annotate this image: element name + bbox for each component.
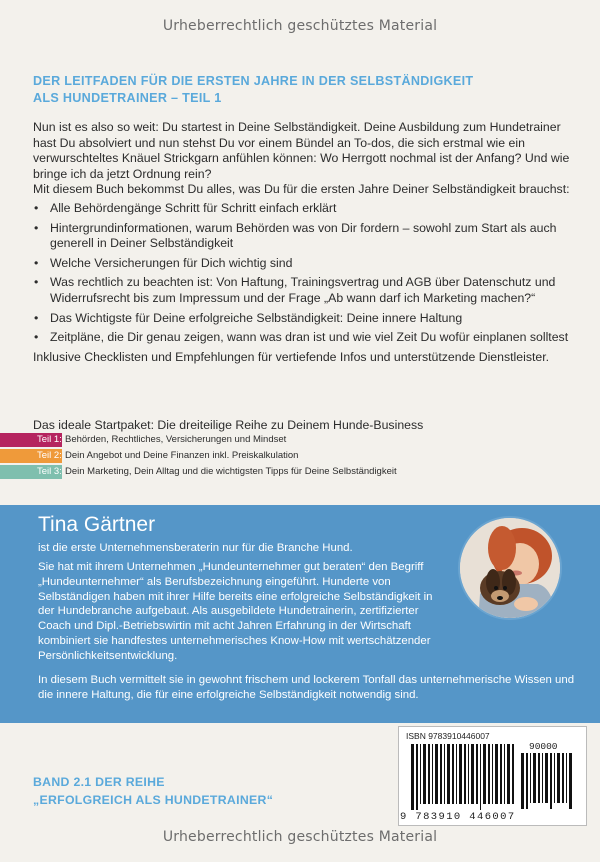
barcode-bar bbox=[495, 744, 498, 804]
feature-item-text: Das Wichtigste für Deine erfolgreiche Selbständigkeit: Deine innere Haltung bbox=[50, 310, 463, 325]
barcode-bar bbox=[557, 753, 560, 803]
barcode-bar bbox=[411, 744, 414, 810]
barcode-bar bbox=[545, 753, 548, 803]
barcode-bar bbox=[562, 753, 564, 803]
barcode-bar bbox=[420, 744, 421, 804]
barcode-bar bbox=[504, 744, 505, 804]
bullet-icon: • bbox=[34, 255, 39, 270]
barcode-bar bbox=[507, 744, 510, 804]
barcode-bar bbox=[447, 744, 450, 804]
barcode-bar bbox=[483, 744, 486, 804]
bullet-icon: • bbox=[34, 200, 39, 215]
barcode-bar bbox=[521, 753, 524, 809]
author-with-dog-illustration bbox=[460, 518, 562, 620]
barcode-bar bbox=[456, 744, 457, 804]
feature-item bbox=[33, 256, 578, 272]
isbn-number: ISBN 9783910446007 bbox=[406, 731, 490, 741]
blurb-closing: Inklusive Checklisten und Empfehlungen für vertiefende Infos und unterstützende Dienstleister. bbox=[33, 349, 550, 364]
feature-item-text: Hintergrundinformationen, warum Behörden was von Dir fordern – sowohl zum Start als auch generell in Deiner Selbständigkeit bbox=[50, 220, 557, 251]
cover-heading-line-1: DER LEITFADEN FÜR DIE ERSTEN JAHRE IN DER SELBSTÄNDIGKEIT bbox=[33, 74, 474, 88]
barcode-bar bbox=[542, 753, 543, 803]
barcode-bar bbox=[550, 753, 552, 809]
author-bio-text: Sie hat mit ihrem Unternehmen „Hundeunternehmer gut beraten“ den Begriff „Hundeunternehmer“ als Berufsbezeichnung eingeführt. Hunderte von Selbständigen haben mit ihrer Hilfe bereits eine erfolgreiche Selbständigkeit in der Hundebranche aufgebaut. Als ausgebildete Hundetrainerin, zertifizierter Coach und Dipl.-Betriebswirtin mit acht Jahren Erfahrung in der Wirtschaft kombiniert sie handfestes unternehmerisches Know-How mit wertschätzender Persönlichkeitsentwicklung. bbox=[38, 561, 433, 662]
series-intro: Das ideale Startpaket: Die dreiteilige Reihe zu Deinem Hunde-Business bbox=[33, 418, 424, 432]
barcode-bar bbox=[432, 744, 433, 804]
barcode-bar bbox=[533, 753, 536, 803]
feature-item bbox=[33, 201, 578, 217]
cover-heading-line-2: ALS HUNDETRAINER – TEIL 1 bbox=[33, 91, 222, 105]
barcode-bar bbox=[492, 744, 493, 804]
author-photo bbox=[458, 516, 562, 620]
barcode-bar bbox=[500, 744, 502, 804]
barcode-bar bbox=[459, 744, 462, 804]
barcode-bar bbox=[423, 744, 426, 804]
bullet-icon: • bbox=[34, 330, 39, 345]
author-book-note: In diesem Buch vermittelt sie in gewohnt frischem und lockerem Tonfall das unternehmerische Wissen und die innere Haltung, die für eine erfolgreiche Selbständigkeit notwendig sind. bbox=[38, 674, 575, 701]
price-code: 90000 bbox=[529, 741, 558, 752]
copyright-watermark-bottom: Urheberrechtlich geschütztes Material bbox=[162, 829, 438, 845]
barcode-bar bbox=[452, 744, 454, 804]
barcode-bar bbox=[526, 753, 528, 809]
author-tagline: ist die erste Unternehmensberaterin nur für die Branche Hund. bbox=[38, 542, 353, 554]
barcode-bar bbox=[480, 744, 481, 810]
feature-list bbox=[33, 201, 578, 346]
bullet-icon: • bbox=[34, 220, 39, 235]
author-name: Tina Gärtner bbox=[38, 513, 156, 536]
series-part-1 bbox=[0, 433, 286, 447]
series-title-line-1: BAND 2.1 DER REIHE bbox=[33, 775, 165, 789]
part-badge: Teil 1: bbox=[0, 433, 62, 447]
feature-item bbox=[33, 330, 578, 346]
barcode-bar bbox=[512, 744, 514, 804]
series-part-2 bbox=[0, 449, 298, 463]
feature-item bbox=[33, 221, 578, 252]
barcode-bar bbox=[468, 744, 469, 804]
feature-item bbox=[33, 311, 578, 327]
bullet-icon: • bbox=[34, 310, 39, 325]
series-title bbox=[33, 773, 273, 809]
barcode-bar bbox=[444, 744, 445, 804]
barcode-bar bbox=[428, 744, 430, 804]
feature-item-text: Was rechtlich zu beachten ist: Von Haftung, Trainingsvertrag und AGB über Datenschutz und Widerrufsrecht bis zum Impressum und der Frage „Ab wann darf ich Marketing machen?“ bbox=[50, 275, 556, 305]
blurb-intro: Nun ist es also so weit: Du startest in Deine Selbständigkeit. Deine Ausbildung zum Hundetrainer hast Du absolviert und nun stehst Du vor einem Bündel an To-dos, die sich erstmal wie ein verwurschteltes Knäuel Strickgarn anfühlen können: Wo Herrgott nochmal ist der Anfang? Und wie bringe ich da jetzt Ordnung rein? bbox=[33, 120, 570, 181]
series-part-3 bbox=[0, 465, 397, 479]
barcode-bar bbox=[464, 744, 466, 804]
cover-heading bbox=[33, 73, 573, 107]
barcode-bar bbox=[416, 744, 418, 810]
price-barcode-bars bbox=[521, 753, 573, 811]
barcode-bar bbox=[538, 753, 540, 803]
isbn-barcode bbox=[398, 726, 587, 826]
blurb-lead: Mit diesem Buch bekommst Du alles, was Du für die ersten Jahre Deiner Selbständigkeit brauchst: bbox=[33, 182, 570, 197]
part-badge: Teil 3: bbox=[0, 465, 62, 479]
barcode-bar bbox=[471, 744, 474, 804]
barcode-bar bbox=[569, 753, 572, 809]
feature-item-text: Zeitpläne, die Dir genau zeigen, wann was dran ist und wie viel Zeit Du wofür einplanen solltest bbox=[50, 330, 569, 345]
feature-item-text: Welche Versicherungen für Dich wichtig sind bbox=[50, 255, 293, 270]
part-description: Behörden, Rechtliches, Versicherungen und Mindset bbox=[65, 434, 287, 445]
barcode-bar bbox=[554, 753, 555, 803]
part-description: Dein Angebot und Deine Finanzen inkl. Preiskalkulation bbox=[65, 450, 299, 461]
series-title-line-2: „ERFOLGREICH ALS HUNDETRAINER“ bbox=[33, 793, 274, 807]
ean-digits: 9 783910 446007 bbox=[400, 811, 516, 823]
barcode-bar bbox=[530, 753, 531, 803]
ean-barcode-bars bbox=[411, 744, 515, 812]
barcode-bar bbox=[435, 744, 438, 804]
blurb bbox=[33, 120, 578, 365]
barcode-bar bbox=[488, 744, 490, 804]
barcode-bar bbox=[440, 744, 442, 804]
copyright-watermark-top: Urheberrechtlich geschütztes Material bbox=[162, 18, 438, 34]
feature-item-text: Alle Behördengänge Schritt für Schritt einfach erklärt bbox=[50, 200, 337, 215]
feature-item bbox=[33, 275, 578, 306]
part-description: Dein Marketing, Dein Alltag und die wichtigsten Tipps für Deine Selbständigkeit bbox=[65, 466, 397, 477]
barcode-bar bbox=[476, 744, 478, 804]
barcode-bar bbox=[566, 753, 567, 803]
part-badge: Teil 2: bbox=[0, 449, 62, 463]
bullet-icon: • bbox=[34, 275, 39, 290]
